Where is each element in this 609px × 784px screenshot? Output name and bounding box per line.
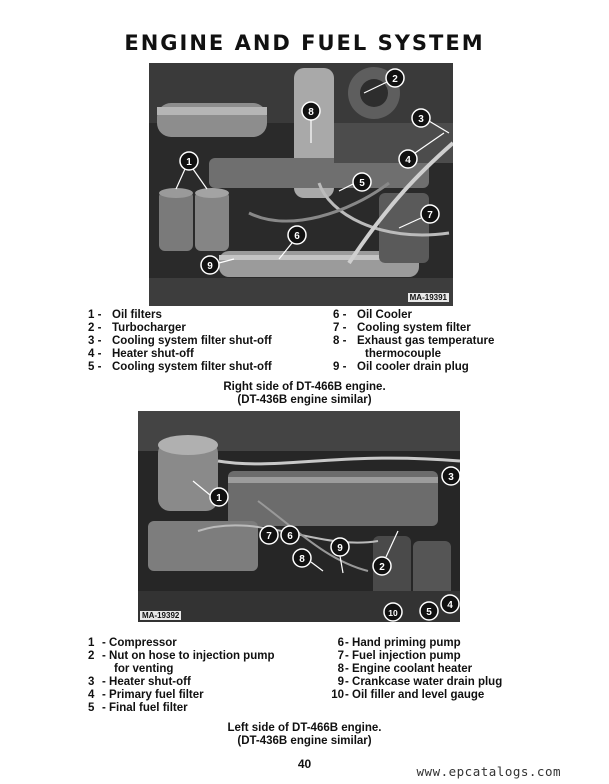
figure2-legend-left	[88, 637, 274, 715]
legend-item: for venting	[114, 663, 174, 675]
legend-item: 7 - Cooling system filter	[333, 322, 471, 334]
legend-item: 2 - Turbocharger	[88, 322, 186, 334]
callout-7	[260, 526, 278, 544]
legend-item: 8- Engine coolant heater	[337, 663, 473, 675]
svg-text:8: 8	[299, 554, 305, 565]
figure1-legend-right	[333, 309, 494, 374]
legend-item: 7- Fuel injection pump	[337, 650, 461, 662]
legend-item: 9- Crankcase water drain plug	[337, 676, 503, 688]
legend-item: 8 - Exhaust gas temperature	[333, 335, 495, 347]
photo-id: MA-19391	[409, 293, 447, 302]
legend-item: 4 - Primary fuel filter	[88, 689, 204, 701]
callout-10	[384, 603, 402, 621]
figure2-caption	[0, 722, 609, 748]
svg-text:7: 7	[266, 531, 272, 542]
callout-6	[281, 526, 299, 544]
svg-text:5: 5	[426, 607, 432, 618]
svg-text:4: 4	[405, 155, 411, 166]
figure2-legend-right	[330, 637, 502, 702]
svg-text:2: 2	[392, 74, 398, 85]
svg-text:3: 3	[418, 114, 424, 125]
svg-text:2: 2	[379, 562, 385, 573]
caption-line: (DT-436B engine similar)	[237, 735, 372, 747]
legend-item: 9 - Oil cooler drain plug	[333, 361, 469, 373]
legend-item: 1 - Compressor	[88, 637, 177, 649]
svg-text:8: 8	[308, 107, 314, 118]
svg-text:3: 3	[448, 472, 454, 483]
legend-item: 1 - Oil filters	[88, 309, 162, 321]
svg-text:5: 5	[359, 178, 365, 189]
legend-item: 3 - Cooling system filter shut-off	[88, 335, 272, 347]
svg-text:9: 9	[207, 261, 213, 272]
legend-item: 5 - Final fuel filter	[88, 702, 188, 714]
legend-item: 10- Oil filler and level gauge	[331, 689, 485, 701]
engine-right-side-photo	[149, 63, 453, 306]
photo-id: MA-19392	[142, 611, 180, 620]
svg-text:4: 4	[447, 600, 453, 611]
caption-line: Left side of DT-466B engine.	[227, 722, 382, 734]
watermark-text: www.epcatalogs.com	[416, 764, 561, 779]
svg-text:9: 9	[337, 543, 343, 554]
legend-item: 4 - Heater shut-off	[88, 348, 194, 360]
legend-item: 6 - Oil Cooler	[333, 309, 412, 321]
svg-text:1: 1	[216, 493, 222, 504]
engine-left-side-illustration	[138, 411, 460, 622]
legend-item: 3 - Heater shut-off	[88, 676, 191, 688]
svg-text:7: 7	[427, 210, 433, 221]
figure1-legend-left	[88, 309, 272, 374]
legend-item: 6- Hand priming pump	[337, 637, 461, 649]
figure1-caption	[0, 381, 609, 407]
svg-text:6: 6	[287, 531, 293, 542]
svg-text:6: 6	[294, 231, 300, 242]
page-number: 40	[297, 757, 312, 771]
legend-item: 5 - Cooling system filter shut-off	[88, 361, 272, 373]
callout-5	[420, 602, 438, 620]
engine-right-side-illustration	[149, 63, 453, 306]
legend-item: thermocouple	[365, 348, 442, 360]
svg-text:10: 10	[388, 608, 398, 618]
callout-4	[441, 595, 459, 613]
caption-line: Right side of DT-466B engine.	[223, 381, 386, 393]
callout-3	[442, 467, 460, 485]
page-title: ENGINE AND FUEL SYSTEM	[124, 31, 485, 55]
engine-left-side-photo	[138, 411, 460, 622]
svg-text:1: 1	[186, 157, 192, 168]
caption-line: (DT-436B engine similar)	[237, 394, 372, 406]
legend-item: 2 - Nut on hose to injection pump	[88, 650, 275, 662]
